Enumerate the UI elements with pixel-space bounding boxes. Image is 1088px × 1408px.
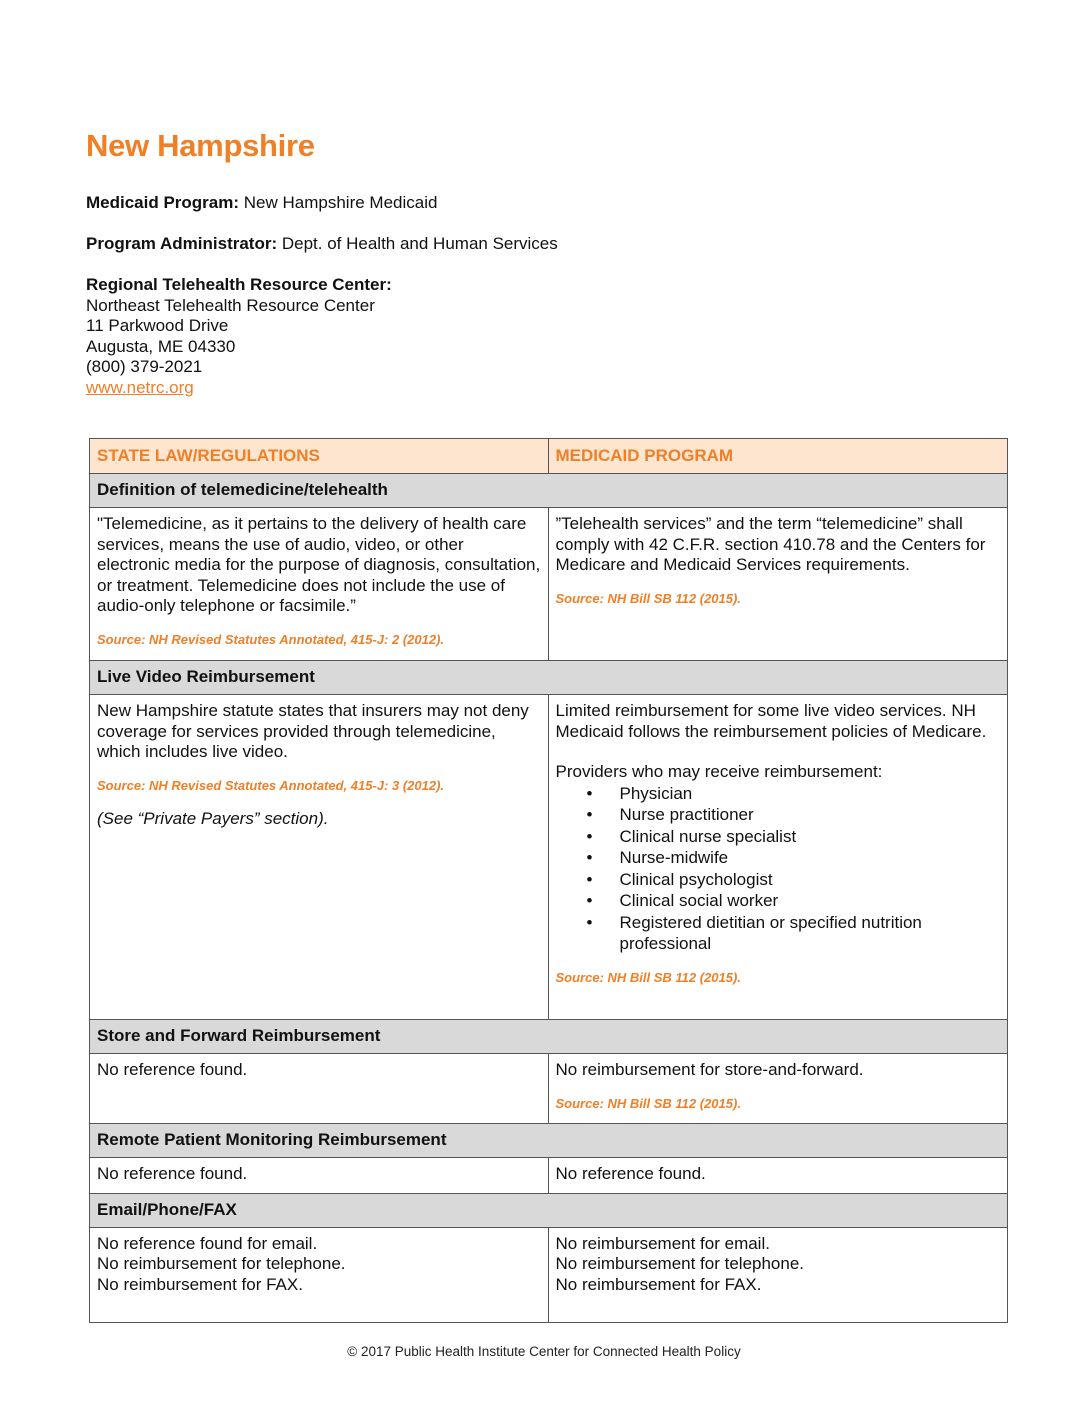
cell-text: No reference found. bbox=[97, 1060, 248, 1079]
section-row-definition bbox=[90, 474, 1008, 508]
resource-center-label: Regional Telehealth Resource Center: bbox=[86, 275, 392, 294]
cell-line: No reference found for email. bbox=[97, 1233, 318, 1253]
cell-text: No reimbursement for store-and-forward. bbox=[555, 1060, 864, 1079]
cell-text: No reference found. bbox=[555, 1164, 706, 1183]
program-administrator-line bbox=[86, 234, 558, 255]
source-citation: Source: NH Bill SB 112 (2015). bbox=[555, 590, 741, 606]
source-citation: Source: NH Bill SB 112 (2015). bbox=[555, 969, 741, 985]
medicaid-program-label: Medicaid Program: bbox=[86, 193, 240, 212]
resource-center-address2: Augusta, ME 04330 bbox=[86, 336, 236, 356]
source-citation: Source: NH Bill SB 112 (2015). bbox=[555, 1095, 741, 1111]
section-row-remote-monitoring bbox=[90, 1124, 1008, 1158]
cell-text: ”Telehealth services” and the term “telemedicine” shall comply with 42 C.F.R. section 410.78 and the Centers for Medicare and Medicaid Services requirements. bbox=[555, 514, 986, 575]
state-law-cell bbox=[90, 508, 549, 661]
list-item: • Clinical social worker bbox=[556, 890, 1001, 912]
state-law-cell bbox=[90, 695, 549, 1020]
column-header-medicaid: MEDICAID PROGRAM bbox=[548, 439, 1008, 474]
resource-center-phone: (800) 379-2021 bbox=[86, 357, 203, 376]
cell-line: No reimbursement for email. bbox=[555, 1233, 770, 1253]
table-row bbox=[90, 1054, 1008, 1124]
program-administrator-value: Dept. of Health and Human Services bbox=[277, 234, 558, 253]
list-item: • Registered dietitian or specified nutrition professional bbox=[556, 912, 1001, 955]
column-header-state-law: STATE LAW/REGULATIONS bbox=[90, 439, 549, 474]
table-row bbox=[90, 508, 1008, 661]
providers-intro: Providers who may receive reimbursement: bbox=[555, 762, 883, 782]
section-title: Store and Forward Reimbursement bbox=[90, 1020, 1008, 1054]
providers-list bbox=[556, 783, 1001, 955]
list-item: • Clinical nurse specialist bbox=[556, 826, 1001, 848]
section-title: Definition of telemedicine/telehealth bbox=[90, 474, 1008, 508]
table-row bbox=[90, 695, 1008, 1020]
cell-text: No reference found. bbox=[97, 1164, 248, 1183]
medicaid-cell bbox=[548, 1158, 1008, 1194]
list-item: • Nurse practitioner bbox=[556, 804, 1001, 826]
resource-center-address1: 11 Parkwood Drive bbox=[86, 316, 229, 335]
cell-line: No reimbursement for telephone. bbox=[97, 1254, 346, 1274]
cell-text: Limited reimbursement for some live video services. NH Medicaid follows the reimbursement policies of Medicare. bbox=[555, 701, 987, 741]
resource-center-website-link[interactable]: www.netrc.org bbox=[86, 377, 194, 397]
medicaid-cell bbox=[548, 695, 1008, 1020]
medicaid-program-line bbox=[86, 193, 437, 214]
state-law-cell bbox=[90, 1227, 549, 1322]
medicaid-cell bbox=[548, 1227, 1008, 1322]
section-row-store-forward bbox=[90, 1020, 1008, 1054]
table-row bbox=[90, 1158, 1008, 1194]
state-law-cell bbox=[90, 1158, 549, 1194]
source-citation: Source: NH Revised Statutes Annotated, 415-J: 3 (2012). bbox=[97, 777, 445, 793]
table-row bbox=[90, 1227, 1008, 1322]
medicaid-program-value: New Hampshire Medicaid bbox=[239, 193, 438, 212]
section-row-email-phone-fax bbox=[90, 1193, 1008, 1227]
section-title: Email/Phone/FAX bbox=[90, 1193, 1008, 1227]
section-title: Remote Patient Monitoring Reimbursement bbox=[90, 1124, 1008, 1158]
medicaid-cell bbox=[548, 508, 1008, 661]
section-row-live-video bbox=[90, 661, 1008, 695]
resource-center-name: Northeast Telehealth Resource Center bbox=[86, 295, 375, 315]
copyright-footer: © 2017 Public Health Institute Center for Connected Health Policy bbox=[347, 1344, 741, 1359]
table-header-row bbox=[90, 439, 1008, 474]
cell-line: No reimbursement for telephone. bbox=[555, 1254, 805, 1274]
cell-text: "Telemedicine, as it pertains to the delivery of health care services, means the use of audio, video, or other electronic media for the purpose of diagnosis, consultation, or treatment. Telemedicine does not include the use of audio-only telephone or facsimile.” bbox=[97, 514, 541, 616]
list-item: • Clinical psychologist bbox=[556, 869, 1001, 891]
cell-line: No reimbursement for FAX. bbox=[555, 1274, 762, 1294]
page-title: New Hampshire bbox=[86, 128, 315, 163]
section-title: Live Video Reimbursement bbox=[90, 661, 1008, 695]
resource-center-block bbox=[86, 275, 392, 398]
state-law-cell bbox=[90, 1054, 549, 1124]
cell-line: No reimbursement for FAX. bbox=[97, 1274, 303, 1294]
list-item: • Nurse-midwife bbox=[556, 847, 1001, 869]
program-administrator-label: Program Administrator: bbox=[86, 234, 278, 253]
list-item: • Physician bbox=[556, 783, 1001, 805]
policy-table bbox=[89, 438, 1008, 1323]
cell-text: New Hampshire statute states that insurers may not deny coverage for services provided through telemedicine, which includes live video. bbox=[97, 701, 529, 762]
medicaid-cell bbox=[548, 1054, 1008, 1124]
cell-note: (See “Private Payers” section). bbox=[97, 808, 329, 828]
source-citation: Source: NH Revised Statutes Annotated, 415-J: 2 (2012). bbox=[97, 631, 445, 647]
